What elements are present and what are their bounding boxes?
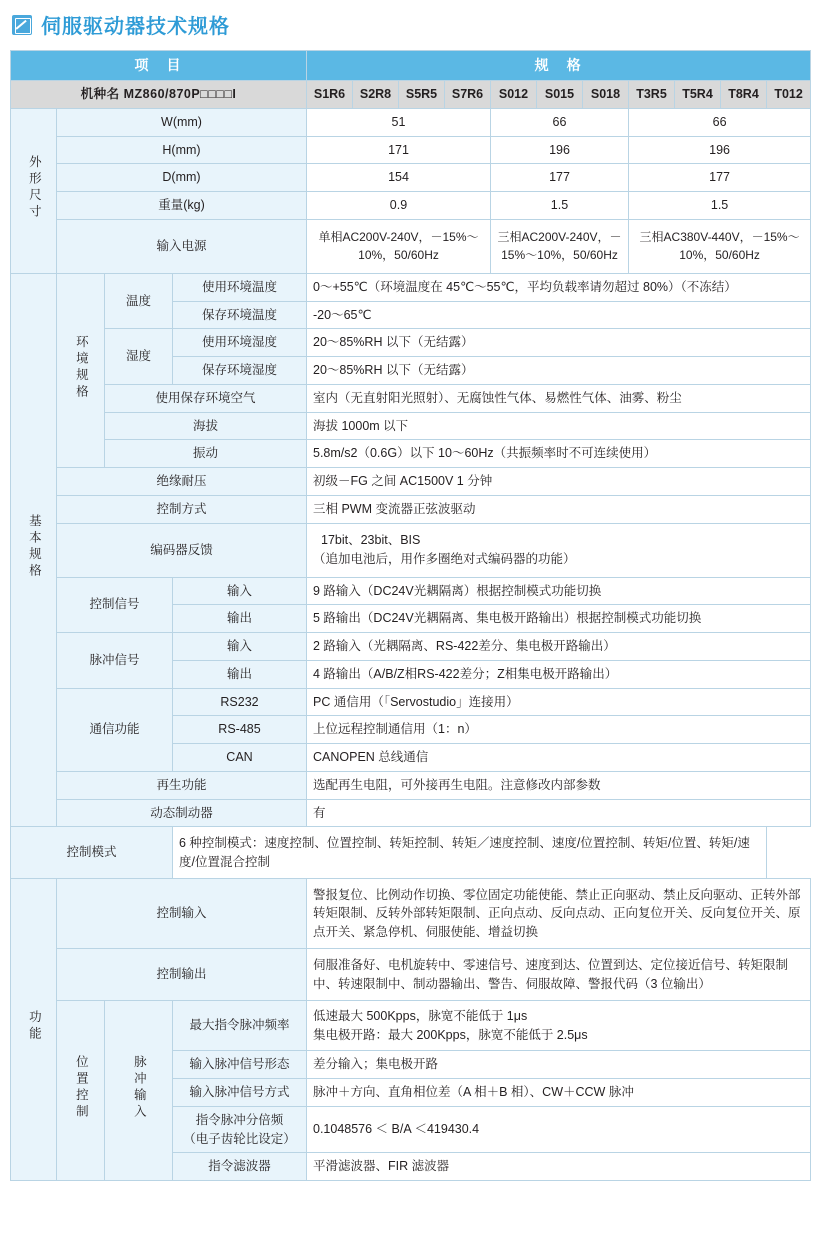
- row-depth: [11, 164, 811, 192]
- value-dynamic-brake: 有: [307, 799, 811, 827]
- label-temperature: 温度: [105, 273, 173, 329]
- value-weight-2: 1.5: [491, 192, 629, 220]
- gear-ratio-label-line-1: 指令脉冲分倍频: [195, 1112, 284, 1127]
- label-control-output: 控制输出: [57, 949, 307, 1001]
- value-rs232: PC 通信用（「Servostudio」连接用）: [307, 688, 811, 716]
- row-regeneration: [11, 771, 811, 799]
- value-pulse-signal-out: 4 路输出（A/B/Z相RS-422差分；Z相集电极开路输出）: [307, 660, 811, 688]
- gear-ratio-label-line-2: （电子齿轮比设定）: [183, 1131, 296, 1146]
- page-title-bar: [10, 0, 810, 50]
- row-dynamic-brake: [11, 799, 811, 827]
- label-dynamic-brake: 动态制动器: [57, 799, 307, 827]
- value-store-temp: -20～65℃: [307, 301, 811, 329]
- model-t3r5: T3R5: [629, 81, 675, 109]
- row-vibration: [11, 440, 811, 468]
- value-power-2: 三相AC200V-240V，－15%～10%，50/60Hz: [491, 219, 629, 273]
- max-pulse-freq-line-2: 集电极开路：最大 200Kpps，脉宽不能低于 2.5μs: [313, 1027, 588, 1042]
- value-gear-ratio: 0.1048576 ＜ B/A ＜419430.4: [307, 1106, 811, 1153]
- label-width: W(mm): [57, 108, 307, 136]
- value-height-2: 196: [491, 136, 629, 164]
- value-pulse-form: 差分输入；集电极开路: [307, 1051, 811, 1079]
- row-height: [11, 136, 811, 164]
- label-command-filter: 指令滤波器: [173, 1153, 307, 1181]
- value-can: CANOPEN 总线通信: [307, 744, 811, 772]
- label-pulse-signal-in: 输入: [173, 633, 307, 661]
- label-input-power: 输入电源: [57, 219, 307, 273]
- section-function: 功能: [11, 879, 57, 1181]
- value-depth-3: 177: [629, 164, 811, 192]
- label-pulse-mode: 输入脉冲信号方式: [173, 1079, 307, 1107]
- value-weight-1: 0.9: [307, 192, 491, 220]
- label-control-method: 控制方式: [57, 495, 307, 523]
- value-weight-3: 1.5: [629, 192, 811, 220]
- model-s2r8: S2R8: [353, 81, 399, 109]
- value-pulse-signal-in: 2 路输入（光耦隔离、RS-422差分、集电极开路输出）: [307, 633, 811, 661]
- value-use-humidity: 20～85%RH 以下（无结露）: [307, 329, 811, 357]
- value-control-output: 伺服准备好、电机旋转中、零速信号、速度到达、位置到达、定位接近信号、转矩限制中、转速限制中、制动器输出、警告、伺服故障、警报代码（3 位输出）: [307, 949, 811, 1001]
- value-max-pulse-freq: [307, 1001, 811, 1051]
- label-humidity: 湿度: [105, 329, 173, 385]
- value-ctrl-signal-out: 5 路输出（DC24V光耦隔离、集电极开路输出）根据控制模式功能切换: [307, 605, 811, 633]
- label-store-temp: 保存环境温度: [173, 301, 307, 329]
- value-control-method: 三相 PWM 变流器正弦波驱动: [307, 495, 811, 523]
- row-max-pulse-freq: [11, 1001, 811, 1051]
- model-t8r4: T8R4: [721, 81, 767, 109]
- table-header-row: [11, 51, 811, 81]
- value-store-humidity: 20～85%RH 以下（无结露）: [307, 357, 811, 385]
- label-insulation: 绝缘耐压: [57, 468, 307, 496]
- value-encoder-feedback: [307, 523, 811, 577]
- row-ctrl-signal-in: [11, 577, 811, 605]
- label-max-pulse-freq: 最大指令脉冲频率: [173, 1001, 307, 1051]
- value-ctrl-signal-in: 9 路输入（DC24V光耦隔离）根据控制模式功能切换: [307, 577, 811, 605]
- value-width-3: 66: [629, 108, 811, 136]
- value-use-temp: 0～+55℃（环境温度在 45℃～55℃，平均负载率请勿超过 80%）（不冻结）: [307, 273, 811, 301]
- model-s012: S012: [491, 81, 537, 109]
- label-altitude: 海拔: [105, 412, 307, 440]
- value-depth-1: 154: [307, 164, 491, 192]
- label-regeneration: 再生功能: [57, 771, 307, 799]
- label-store-humidity: 保存环境湿度: [173, 357, 307, 385]
- label-can: CAN: [173, 744, 307, 772]
- row-input-power: [11, 219, 811, 273]
- value-insulation: 初级－FG 之间 AC1500V 1 分钟: [307, 468, 811, 496]
- value-control-input: 警报复位、比例动作切换、零位固定功能使能、禁止正向驱动、禁止反向驱动、正转外部转矩限制、反转外部转矩限制、正向点动、反向点动、正向复位开关、反向复位开关、原点开关、紧急停机、伺服使能、增益切换: [307, 879, 811, 949]
- model-s015: S015: [537, 81, 583, 109]
- label-rs232: RS232: [173, 688, 307, 716]
- value-altitude: 海拔 1000m 以下: [307, 412, 811, 440]
- model-row: [11, 81, 811, 109]
- spec-table: [10, 50, 811, 1181]
- model-t012: T012: [767, 81, 811, 109]
- section-basic: 基本规格: [11, 273, 57, 827]
- value-env-air: 室内（无直射阳光照射）、无腐蚀性气体、易燃性气体、油雾、粉尘: [307, 384, 811, 412]
- value-width-1: 51: [307, 108, 491, 136]
- group-control-signal: 控制信号: [57, 577, 173, 633]
- label-ctrl-signal-out: 输出: [173, 605, 307, 633]
- value-pulse-mode: 脉冲＋方向、直角相位差（A 相＋B 相）、CW＋CCW 脉冲: [307, 1079, 811, 1107]
- row-control-output: [11, 949, 811, 1001]
- model-t5r4: T5R4: [675, 81, 721, 109]
- encoder-line-1: 17bit、23bit、BIS: [321, 533, 421, 548]
- row-use-humidity: [11, 329, 811, 357]
- row-altitude: [11, 412, 811, 440]
- value-command-filter: 平滑滤波器、FIR 滤波器: [307, 1153, 811, 1181]
- value-regeneration: 选配再生电阻，可外接再生电阻。注意修改内部参数: [307, 771, 811, 799]
- row-env-air: [11, 384, 811, 412]
- group-env: 环境规格: [57, 273, 105, 467]
- row-use-temp: [11, 273, 811, 301]
- section-dimensions: 外形尺寸: [11, 108, 57, 273]
- group-pulse-signal: 脉冲信号: [57, 633, 173, 689]
- model-s5r5: S5R5: [399, 81, 445, 109]
- label-weight: 重量(kg): [57, 192, 307, 220]
- row-width: [11, 108, 811, 136]
- row-rs232: [11, 688, 811, 716]
- label-rs485: RS-485: [173, 716, 307, 744]
- document-spec-icon: [12, 15, 32, 35]
- value-depth-2: 177: [491, 164, 629, 192]
- model-s018: S018: [583, 81, 629, 109]
- value-power-3: 三相AC380V-440V，－15%～10%，50/60Hz: [629, 219, 811, 273]
- row-pulse-signal-in: [11, 633, 811, 661]
- row-control-input: [11, 879, 811, 949]
- label-height: H(mm): [57, 136, 307, 164]
- page-title: 伺服驱动器技术规格: [41, 16, 230, 38]
- row-weight: [11, 192, 811, 220]
- row-control-method: [11, 495, 811, 523]
- label-pulse-signal-out: 输出: [173, 660, 307, 688]
- group-pulse-input: 脉冲输入: [105, 1001, 173, 1181]
- row-insulation: [11, 468, 811, 496]
- row-control-modes: [11, 827, 811, 879]
- value-height-1: 171: [307, 136, 491, 164]
- value-height-3: 196: [629, 136, 811, 164]
- value-power-1: 单相AC200V-240V，－15%～10%，50/60Hz: [307, 219, 491, 273]
- label-vibration: 振动: [105, 440, 307, 468]
- value-rs485: 上位远程控制通信用（1：n）: [307, 716, 811, 744]
- value-width-2: 66: [491, 108, 629, 136]
- model-name-label: 机种名 MZ860/870P□□□□I: [11, 81, 307, 109]
- label-env-air: 使用保存环境空气: [105, 384, 307, 412]
- model-s1r6: S1R6: [307, 81, 353, 109]
- group-position-control: 位置控制: [57, 1001, 105, 1181]
- label-ctrl-signal-in: 输入: [173, 577, 307, 605]
- encoder-line-2: （追加电池后，用作多圈绝对式编码器的功能）: [313, 552, 576, 566]
- value-vibration: 5.8m/s2（0.6G）以下 10～60Hz（共振频率时不可连续使用）: [307, 440, 811, 468]
- row-encoder-feedback: [11, 523, 811, 577]
- label-pulse-form: 输入脉冲信号形态: [173, 1051, 307, 1079]
- value-control-modes: 6 种控制模式：速度控制、位置控制、转矩控制、转矩／速度控制、速度/位置控制、转矩/位置、转矩/速度/位置混合控制: [173, 827, 767, 879]
- max-pulse-freq-line-1: 低速最大 500Kpps，脉宽不能低于 1μs: [313, 1009, 528, 1023]
- label-use-humidity: 使用环境湿度: [173, 329, 307, 357]
- label-encoder-feedback: 编码器反馈: [57, 523, 307, 577]
- label-gear-ratio: [173, 1106, 307, 1153]
- model-s7r6: S7R6: [445, 81, 491, 109]
- label-control-input: 控制输入: [57, 879, 307, 949]
- label-depth: D(mm): [57, 164, 307, 192]
- header-item: 项 目: [11, 51, 307, 81]
- label-control-modes: 控制模式: [11, 827, 173, 879]
- header-spec: 规 格: [307, 51, 811, 81]
- group-communication: 通信功能: [57, 688, 173, 771]
- label-use-temp: 使用环境温度: [173, 273, 307, 301]
